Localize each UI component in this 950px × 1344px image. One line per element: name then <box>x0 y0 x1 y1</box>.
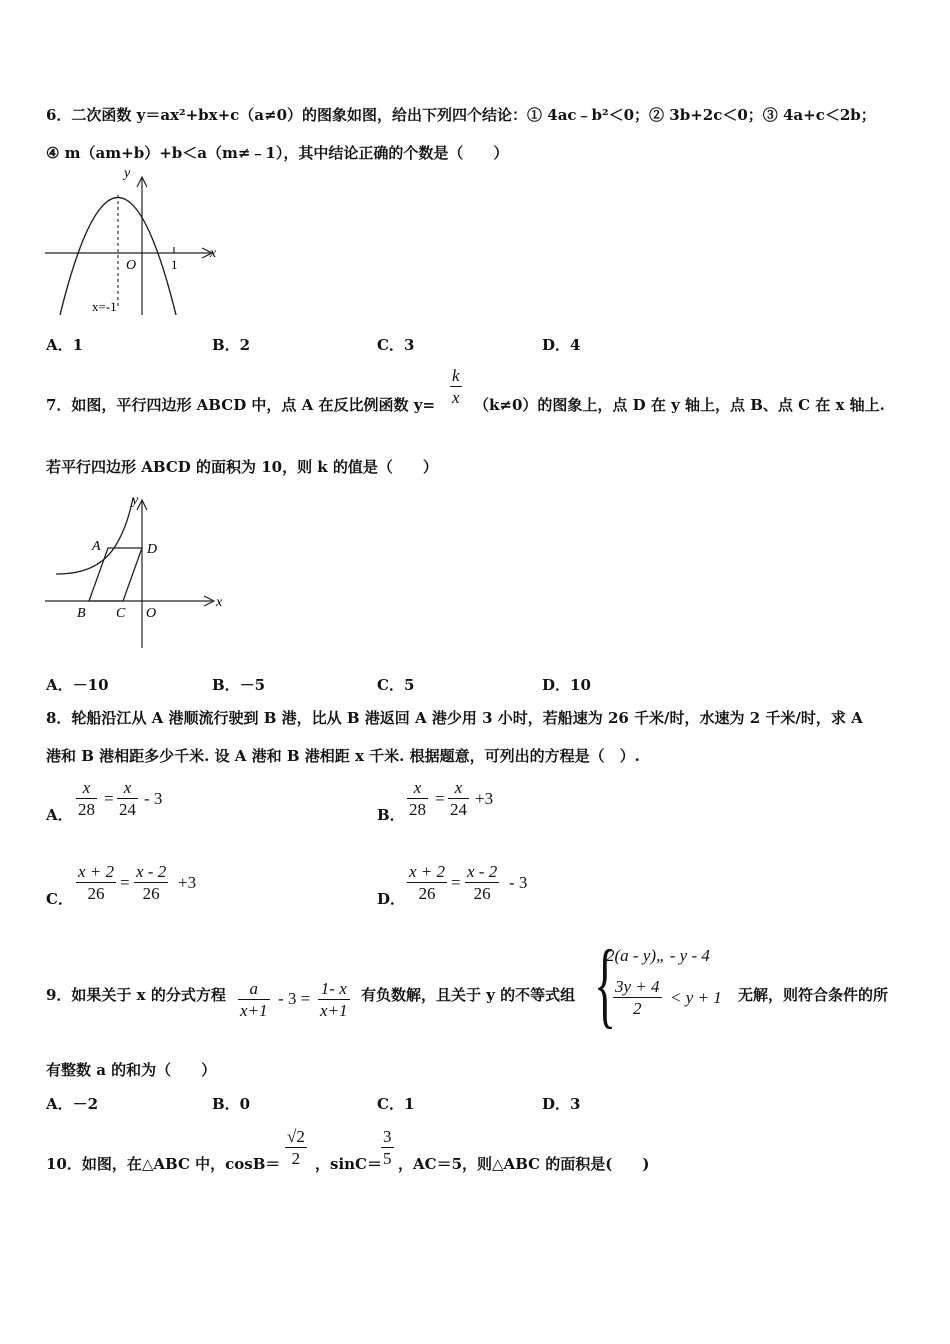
q8-d-num2: x - 2 <box>467 862 498 881</box>
q8-a-num1: x <box>76 778 97 799</box>
q7-graph-b-label: B <box>77 606 86 621</box>
q10-line1-mid: ，sinC＝ <box>315 1155 382 1173</box>
q10-fraction-2 <box>381 1127 394 1170</box>
q10-fraction-1 <box>285 1127 307 1170</box>
q6-option-d[interactable]: D．4 <box>542 336 581 354</box>
q8-a-fraction-left <box>76 778 97 821</box>
q7-option-a[interactable]: A．－10 <box>46 676 109 694</box>
q6-graph-x-label: x <box>210 246 217 261</box>
q8-c-den2: 26 <box>142 884 160 903</box>
q7-parallelogram-graph <box>40 490 240 655</box>
q7-fraction-numerator: k <box>452 366 460 385</box>
q8-option-b-label[interactable]: B． <box>377 806 405 824</box>
q8-a-num2: x <box>117 778 138 799</box>
q9-f2-den: x+1 <box>320 1001 348 1020</box>
q6-graph-y-label: y <box>124 166 131 181</box>
q8-d-den2: 26 <box>473 884 491 903</box>
q6-graph-one-label: 1 <box>171 257 178 272</box>
q8-c-equals: = <box>120 873 130 892</box>
q7-line2: 若平行四边形 ABCD 的面积为 10，则 k 的值是（ ） <box>46 458 438 476</box>
q9-option-a[interactable]: A．－2 <box>46 1095 99 1113</box>
q9-system-line2-right: < y + 1 <box>670 988 722 1007</box>
q8-b-fraction-right <box>448 778 469 821</box>
q9-option-d[interactable]: D．3 <box>542 1095 581 1113</box>
q9-f2-num: 1- x <box>318 979 350 1000</box>
q8-a-den1: 28 <box>78 800 95 819</box>
q9-f1-num: a <box>238 979 270 1000</box>
q7-option-d[interactable]: D．10 <box>542 676 591 694</box>
q8-line2: 港和 B 港相距多少千米. 设 A 港和 B 港相距 x 千米. 根据题意，可列出的方程是（ ）. <box>46 747 640 765</box>
q8-b-den2: 24 <box>450 800 467 819</box>
q9-sys2-den: 2 <box>633 999 642 1018</box>
q8-d-fraction-left <box>407 862 447 905</box>
q8-a-den2: 24 <box>119 800 136 819</box>
q7-option-b[interactable]: B．－5 <box>212 676 266 694</box>
q7-graph-x-label: x <box>216 595 223 610</box>
q8-option-c-label[interactable]: C． <box>46 890 73 908</box>
q9-fraction-1 <box>238 979 270 1022</box>
q8-option-d-label[interactable]: D． <box>377 890 406 908</box>
q7-graph-c-label: C <box>116 606 126 621</box>
q8-a-equals: = <box>104 789 114 808</box>
q6-option-b[interactable]: B．2 <box>212 336 251 354</box>
q8-a-fraction-right <box>117 778 138 821</box>
q8-d-den1: 26 <box>418 884 436 903</box>
q8-d-tail: - 3 <box>509 873 528 892</box>
q9-f1-den: x+1 <box>240 1001 268 1020</box>
q7-graph-d-label: D <box>147 542 158 557</box>
q8-a-tail: - 3 <box>144 789 163 808</box>
q8-c-num1: x + 2 <box>78 862 115 881</box>
q10-f1-den: 2 <box>291 1149 301 1168</box>
q9-line1-start: 9．如果关于 x 的分式方程 <box>46 986 226 1004</box>
q9-fraction-2 <box>318 979 350 1022</box>
q8-c-tail: +3 <box>178 873 197 892</box>
q8-d-num1: x + 2 <box>409 862 446 881</box>
q8-d-equals: = <box>451 873 461 892</box>
q7-line1-end: （k≠0）的图象上，点 D 在 y 轴上，点 B、点 C 在 x 轴上. <box>474 396 885 414</box>
q6-option-a[interactable]: A．1 <box>46 336 84 354</box>
q10-f1-num: √2 <box>287 1127 305 1146</box>
q6-line1: 6．二次函数 y＝ax²+bx+c（a≠0）的图象如图，给出下列四个结论：① 4ac﹣b²＜0；② 3b+2c＜0；③ 4a+c＜2b； <box>46 106 876 124</box>
q8-line1: 8．轮船沿江从 A 港顺流行驶到 B 港，比从 B 港返回 A 港少用 3 小时，若船速为 26 千米/时，水速为 2 千米/时，求 A <box>46 709 863 727</box>
q9-line1-end: 无解，则符合条件的所 <box>738 986 889 1004</box>
q10-f2-num: 3 <box>383 1127 392 1146</box>
q7-line1-start: 7．如图，平行四边形 ABCD 中，点 A 在反比例函数 y= <box>46 396 436 414</box>
q8-c-den1: 26 <box>87 884 105 903</box>
q9-sys2-num: 3y + 4 <box>615 977 660 996</box>
q6-line2: ④ m（am+b）+b＜a（m≠﹣1），其中结论正确的个数是（ ） <box>46 144 509 162</box>
q6-graph-origin-label: O <box>126 258 137 273</box>
q7-fraction <box>450 366 462 409</box>
q10-line1-start: 10．如图，在△ABC 中，cosB＝ <box>46 1155 281 1173</box>
q7-graph-a-label: A <box>92 539 101 554</box>
q9-option-b[interactable]: B．0 <box>212 1095 251 1113</box>
q9-line2: 有整数 a 的和为（ ） <box>46 1061 217 1079</box>
q9-system-brace: { <box>594 929 617 1037</box>
q7-graph-origin-label: O <box>146 606 157 621</box>
q8-b-den1: 28 <box>409 800 426 819</box>
q6-option-c[interactable]: C．3 <box>377 336 415 354</box>
q8-c-num2: x - 2 <box>136 862 167 881</box>
q8-b-fraction-left <box>407 778 428 821</box>
q9-system-line1: 2(a - y)„ - y - 4 <box>606 946 710 965</box>
q9-line1-mid: 有负数解，且关于 y 的不等式组 <box>361 986 576 1004</box>
q8-b-tail: +3 <box>475 789 494 808</box>
q10-line1-end: ，AC＝5，则△ABC 的面积是( ) <box>398 1155 650 1173</box>
q9-mid: - 3 = <box>278 989 311 1008</box>
q8-c-fraction-left <box>76 862 116 905</box>
q8-b-equals: = <box>435 789 445 808</box>
q7-option-c[interactable]: C．5 <box>377 676 415 694</box>
q8-b-num1: x <box>407 778 428 799</box>
q7-fraction-denominator: x <box>452 388 460 407</box>
q6-graph-axis-label: x=-1 <box>92 299 117 314</box>
q9-system-fraction <box>613 977 662 1020</box>
q9-option-c[interactable]: C．1 <box>377 1095 415 1113</box>
q10-f2-den: 5 <box>383 1149 392 1168</box>
q6-parabola-graph <box>40 165 230 325</box>
q8-d-fraction-right <box>465 862 499 905</box>
q8-b-num2: x <box>448 778 469 799</box>
q8-option-a-label[interactable]: A． <box>46 806 73 824</box>
q8-c-fraction-right <box>134 862 168 905</box>
q7-graph-y-label: y <box>132 493 139 508</box>
